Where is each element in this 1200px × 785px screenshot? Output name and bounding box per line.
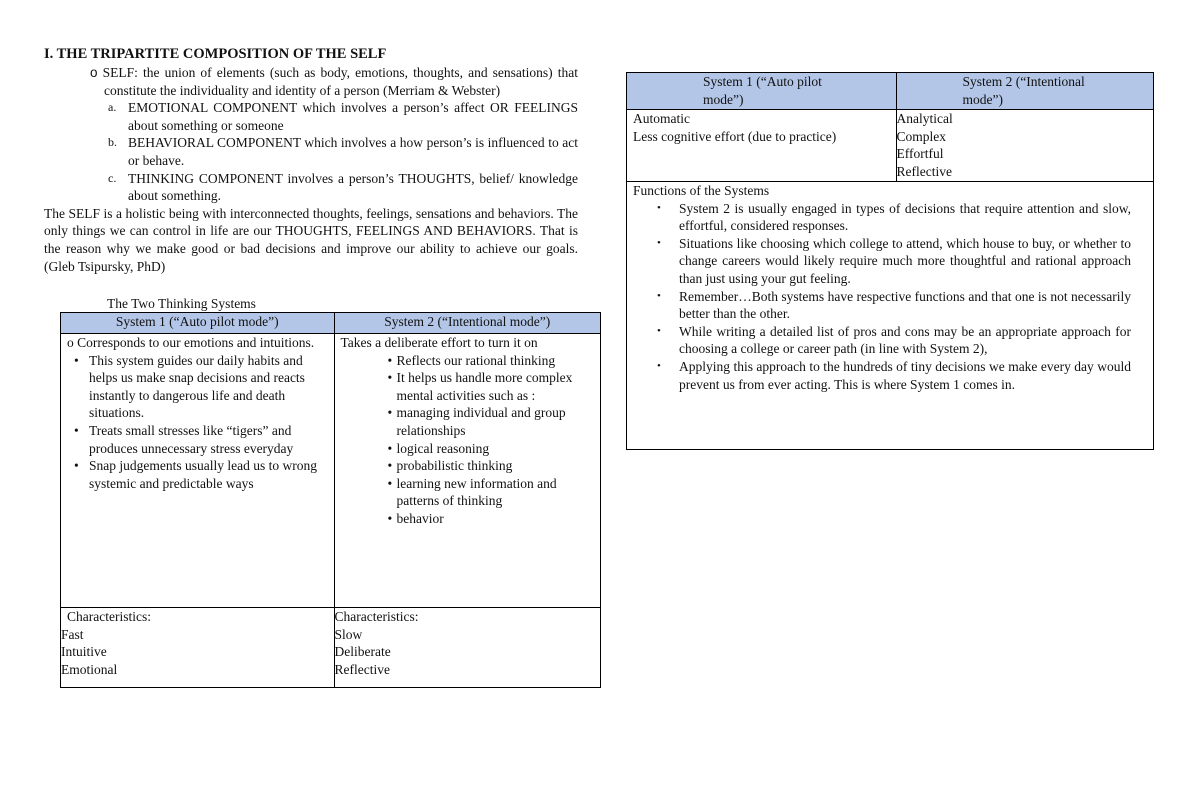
s2-bullet: • It helps us handle more complex mental activities such as : [335, 369, 601, 404]
component-b-marker: b. [108, 135, 117, 150]
component-c-text: THINKING COMPONENT involves a person’s THOUGHTS, belief/ knowledge about something. [128, 170, 578, 204]
self-definition [84, 64, 578, 99]
char2-item: Reflective [334, 661, 390, 677]
s2-bullet: • probabilistic thinking [335, 457, 601, 475]
two-systems-table [60, 312, 601, 688]
function-bullet: • Applying this approach to the hundreds of tiny decisions we make every day would prevent us from ever acting. This is where System 1 comes in. [627, 358, 1153, 393]
s1-bullet: • Snap judgements usually lead us to wrong systemic and predictable ways [61, 457, 334, 492]
functions-cell [627, 182, 1154, 450]
systems-comparison-table [626, 72, 1154, 450]
table1-system1-cell [61, 334, 335, 608]
s1-bullet-list [61, 352, 334, 493]
table1-characteristics-system1 [61, 608, 335, 688]
s1-intro: o Corresponds to our emotions and intuitions. [67, 335, 315, 350]
s1-bullet: • Treats small stresses like “tigers” and produces unnecessary stress everyday [61, 422, 334, 457]
t2-s2-item: Analytical [896, 111, 953, 126]
char1-label: Characteristics: [67, 609, 151, 624]
table2-system1-cell [627, 110, 897, 182]
table1-header-system1: System 1 (“Auto pilot mode”) [61, 313, 335, 334]
s2-bullet: • behavior [335, 510, 601, 528]
char2-label: Characteristics: [334, 609, 419, 624]
self-text: SELF: the union of elements (such as body, emotions, thoughts, and sensations) that constitute the individuality and identity of a person (Merriam & Webster) [102, 65, 579, 98]
self-marker: o [90, 65, 98, 80]
component-b [108, 134, 578, 169]
char2-item: Slow [334, 626, 363, 642]
char1-item: Intuitive [61, 644, 107, 660]
char1-item: Fast [61, 626, 84, 642]
t2-s2-item: Complex [896, 128, 946, 144]
component-b-text: BEHAVIORAL COMPONENT which involves a how person’s is influenced to act or behave. [128, 135, 578, 168]
component-a-text: EMOTIONAL COMPONENT which involves a person’s affect OR FEELINGS about something or someone [128, 100, 578, 133]
t2-s1-item: Automatic [633, 111, 690, 126]
section-heading: I. THE TRIPARTITE COMPOSITION OF THE SELF [44, 46, 387, 62]
table2-header-system2: System 2 (“Intentional mode”) [896, 73, 1154, 110]
s2-bullet: • logical reasoning [335, 440, 601, 458]
t2-s2-item: Effortful [896, 146, 944, 162]
t2-s2-item: Reflective [896, 163, 952, 179]
component-c [108, 170, 578, 205]
two-systems-title: The Two Thinking Systems [107, 296, 256, 311]
function-bullet: • Remember…Both systems have respective functions and that one is not necessarily better than the other. [627, 288, 1153, 323]
function-bullet: • While writing a detailed list of pros and cons may be an appropriate approach for choosing a college or career path (in line with System 2), [627, 323, 1153, 358]
s2-bullet: • managing individual and group relationships [335, 404, 601, 439]
s2-bullet-list [335, 352, 601, 528]
function-bullet: • System 2 is usually engaged in types of decisions that require attention and slow, effortful, considered responses. [627, 200, 1153, 235]
t2-s1-item: Less cognitive effort (due to practice) [633, 128, 837, 144]
table1-characteristics-system2 [334, 608, 601, 688]
holistic-paragraph: The SELF is a holistic being with interconnected thoughts, feelings, sensations and behaviors. The only things we can control in life are our THOUGHTS, FEELINGS AND BEHAVIORS. That is the reason why we make good or bad decisions and improve our ability to achieve our goals. (Gleb Tsipursky, PhD) [44, 205, 578, 274]
char2-item: Deliberate [334, 644, 391, 660]
self-definition-block [44, 64, 578, 275]
functions-title: Functions of the Systems [633, 183, 770, 198]
component-a-marker: a. [108, 100, 117, 115]
table2-header-system1: System 1 (“Auto pilot mode”) [627, 73, 897, 110]
s2-bullet: • learning new information and patterns of thinking [335, 475, 601, 510]
table1-header-system2: System 2 (“Intentional mode”) [334, 313, 601, 334]
table2-system2-cell [896, 110, 1154, 182]
component-c-marker: c. [108, 170, 117, 185]
functions-list [627, 200, 1153, 394]
component-a [108, 99, 578, 134]
function-bullet: • Situations like choosing which college to attend, which house to buy, or whether to change careers would likely require much more thoughtful and rational approach than just using your gut feeling. [627, 235, 1153, 288]
char1-item: Emotional [61, 661, 118, 677]
s1-bullet: • This system guides our daily habits and helps us make snap decisions and reacts instantly to dangerous life and death situations. [61, 352, 334, 422]
table1-system2-cell [334, 334, 601, 608]
s2-bullet: • Reflects our rational thinking [335, 352, 601, 370]
s2-intro: Takes a deliberate effort to turn it on [340, 335, 538, 350]
